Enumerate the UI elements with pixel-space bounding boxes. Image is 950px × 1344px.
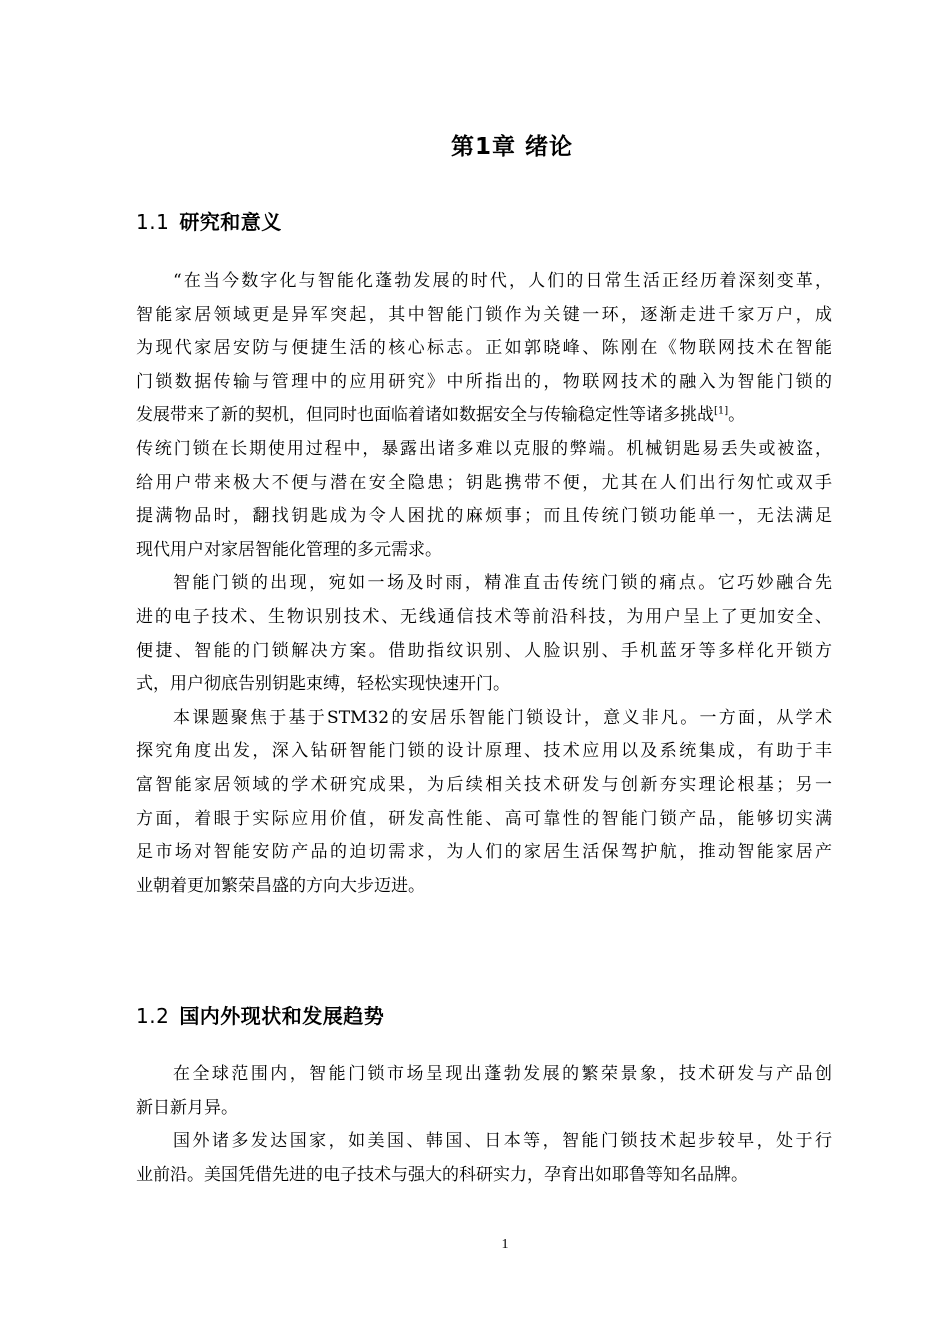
- text-line: 方面，着眼于实际应用价值，研发高性能、高可靠性的智能门锁产品，能够切实满: [136, 808, 832, 829]
- paragraph: [136, 1125, 832, 1192]
- paragraph: [136, 265, 832, 567]
- text-line: [136, 399, 832, 433]
- text-span: 发展带来了新的契机，但同时也面临着诸如数据安全与传输稳定性等诸多挑战: [136, 405, 714, 426]
- paragraph: [136, 567, 832, 701]
- text-line: 富智能家居领域的学术研究成果，为后续相关技术研发与创新夯实理论根基；另一: [136, 774, 832, 795]
- text-line: 国外诸多发达国家，如美国、韩国、日本等，智能门锁技术起步较早，处于行: [173, 1131, 832, 1152]
- text-line: 智能家居领域更是异军突起，其中智能门锁作为关键一环，逐渐走进千家万户，成: [136, 304, 832, 325]
- paragraph: [136, 702, 832, 904]
- text-line: 进的电子技术、生物识别技术、无线通信技术等前沿科技，为用户呈上了更加安全、: [136, 606, 832, 627]
- text-line: 提满物品时，翻找钥匙成为令人困扰的麻烦事；而且传统门锁功能单一，无法满足: [136, 506, 832, 527]
- text-line: 式，用户彻底告别钥匙束缚，轻松实现快速开门。: [136, 674, 510, 695]
- text-line: 智能门锁的出现，宛如一场及时雨，精准直击传统门锁的痛点。它巧妙融合先: [173, 573, 832, 594]
- page-number: 1: [501, 1237, 509, 1252]
- section-number: 1.1: [136, 210, 170, 234]
- section-heading-1-2: [136, 1000, 384, 1029]
- text-line: 门锁数据传输与管理中的应用研究》中所指出的，物联网技术的融入为智能门锁的: [136, 371, 832, 392]
- text-line: 给用户带来极大不便与潜在安全隐患；钥匙携带不便，尤其在人们出行匆忙或双手: [136, 472, 832, 493]
- section-title: 国内外现状和发展趋势: [179, 1004, 385, 1028]
- section-number: 1.2: [136, 1004, 170, 1028]
- text-line: 业朝着更加繁荣昌盛的方向大步迈进。: [136, 875, 425, 896]
- section-1-2-body: [136, 1058, 832, 1192]
- citation-ref[interactable]: [1]: [714, 405, 729, 417]
- text-line: 传统门锁在长期使用过程中，暴露出诸多难以克服的弊端。机械钥匙易丢失或被盗，: [136, 438, 832, 459]
- text-line: 足市场对智能安防产品的迫切需求，为人们的家居生活保驾护航，推动智能家居产: [136, 842, 832, 863]
- text-line: 本课题聚焦于基于STM32的安居乐智能门锁设计，意义非凡。一方面，从学术: [173, 707, 832, 728]
- text-line: 探究角度出发，深入钻研智能门锁的设计原理、技术应用以及系统集成，有助于丰: [136, 741, 832, 762]
- section-heading-1-1: [136, 206, 282, 235]
- chapter-title: 第1章 绪论: [450, 134, 573, 160]
- text-line: 新日新月异。: [136, 1097, 238, 1118]
- paragraph: [136, 1058, 832, 1125]
- text-line: 便捷、智能的门锁解决方案。借助指纹识别、人脸识别、手机蓝牙等多样化开锁方: [136, 640, 832, 661]
- text-line: “在当今数字化与智能化蓬勃发展的时代，人们的日常生活正经历着深刻变革，: [173, 271, 832, 291]
- section-title: 研究和意义: [179, 210, 282, 234]
- text-line: 为现代家居安防与便捷生活的核心标志。正如郭晓峰、陈刚在《物联网技术在智能: [136, 338, 832, 359]
- text-line: 现代用户对家居智能化管理的多元需求。: [136, 539, 442, 560]
- section-1-1-body: [136, 265, 832, 903]
- text-line: 在全球范围内，智能门锁市场呈现出蓬勃发展的繁荣景象，技术研发与产品创: [173, 1064, 832, 1084]
- text-span: 。: [728, 405, 746, 426]
- text-line: 业前沿。美国凭借先进的电子技术与强大的科研实力，孕育出如耶鲁等知名品牌。: [136, 1164, 748, 1185]
